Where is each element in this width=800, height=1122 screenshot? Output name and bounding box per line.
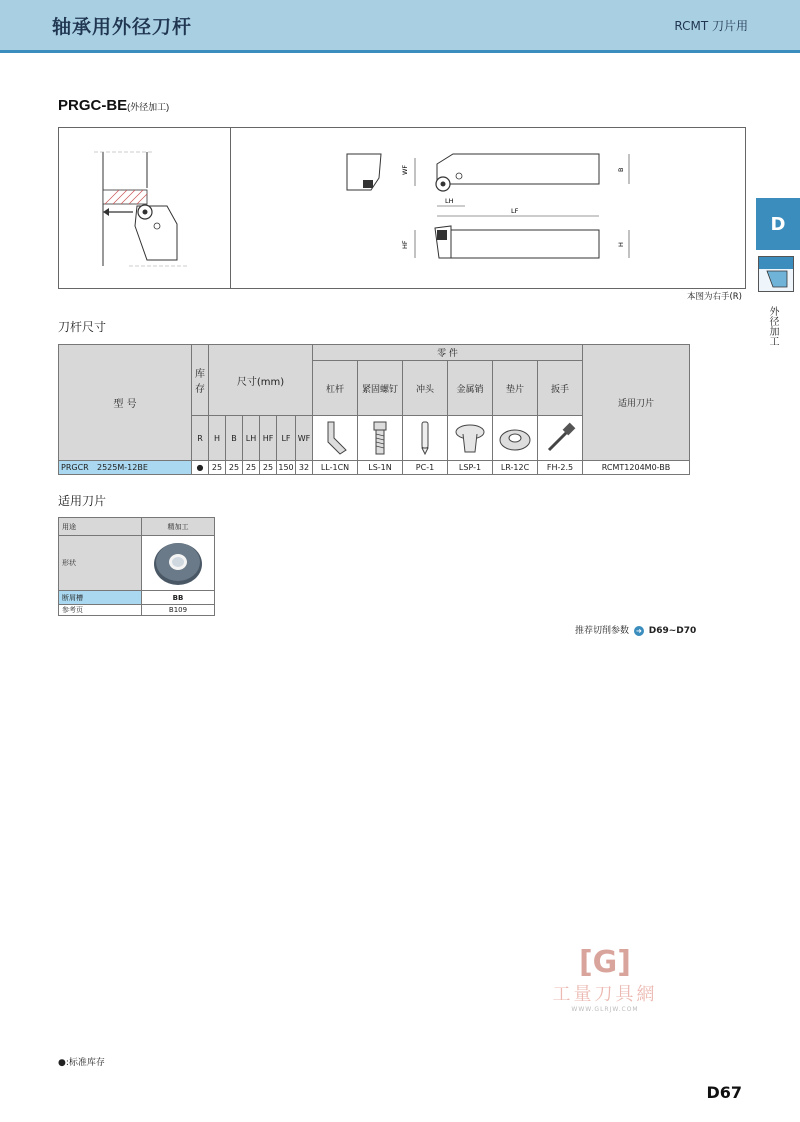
part-name: 紧固螺钉 — [358, 361, 403, 416]
svg-text:LF: LF — [511, 207, 519, 215]
handedness-note: 本图为右手(R) — [686, 292, 742, 302]
workpiece-drawing — [59, 128, 230, 288]
holder-spec-table — [58, 344, 690, 475]
part-name: 垫片 — [493, 361, 538, 416]
dim-col-header: R — [192, 416, 209, 461]
dim-col-header: LF — [277, 416, 296, 461]
insert-code: RCMT1204M0-BB — [583, 461, 690, 475]
page-title: 轴承用外径刀杆 — [52, 16, 193, 38]
section-tab-d[interactable]: D — [756, 198, 800, 250]
part-code: FH-2.5 — [538, 461, 583, 475]
part-name: 扳手 — [538, 361, 583, 416]
wrench-icon — [538, 416, 583, 461]
dim-value: 25 — [243, 461, 260, 475]
model-header: 型 号 — [59, 345, 192, 461]
header-divider — [0, 50, 800, 53]
dim-col-header: H — [209, 416, 226, 461]
arrow-right-icon: ➜ — [634, 626, 644, 636]
holder-table-title: 刀杆尺寸 — [58, 320, 107, 334]
stock-header: 库存 — [192, 345, 209, 416]
chipbreaker-value: BB — [142, 591, 215, 605]
product-code: PRGC-BE — [58, 97, 128, 114]
dim-col-header: B — [226, 416, 243, 461]
dims-header: 尺寸(mm) — [209, 345, 313, 416]
lever-icon — [313, 416, 358, 461]
dim-value: 25 — [226, 461, 243, 475]
holder-drawing — [231, 128, 745, 288]
dim-value: 150 — [277, 461, 296, 475]
part-code: LSP-1 — [448, 461, 493, 475]
watermark-text: 工量刀具網 — [552, 984, 658, 1005]
ref-page-value: B109 — [142, 605, 215, 616]
ref-page-label: 参考页 — [59, 605, 142, 616]
cutting-params-link[interactable] — [575, 623, 696, 636]
dim-value: 25 — [209, 461, 226, 475]
model-suffix: 2525M-12BE — [97, 461, 192, 475]
use-label: 用途 — [59, 518, 142, 536]
shim-icon — [493, 416, 538, 461]
footnote-text: :标准库存 — [65, 1058, 105, 1068]
insert-image — [142, 536, 215, 591]
dim-col-header: HF — [260, 416, 277, 461]
tool-diagram — [58, 127, 746, 289]
footnote — [58, 1055, 105, 1068]
insert-table-title: 适用刀片 — [58, 494, 107, 508]
svg-text:LH: LH — [445, 197, 454, 205]
use-value: 精加工 — [142, 518, 215, 536]
page-header — [0, 0, 800, 50]
section-label: 外径加工 — [767, 306, 778, 346]
page-number: D67 — [706, 1083, 742, 1102]
part-code: LL-1CN — [313, 461, 358, 475]
insert-header: 适用刀片 — [583, 345, 690, 461]
external-turning-icon — [758, 256, 794, 292]
svg-text:H: H — [617, 242, 625, 247]
dim-value: 25 — [260, 461, 277, 475]
stock-mark: ● — [192, 461, 209, 475]
chipbreaker-label: 断屑槽 — [59, 591, 142, 605]
svg-text:B: B — [617, 167, 625, 172]
pin-punch-icon — [403, 416, 448, 461]
cutting-params-range: D69~D70 — [648, 626, 697, 636]
dim-value: 32 — [296, 461, 313, 475]
watermark — [540, 945, 670, 1013]
part-code: LR-12C — [493, 461, 538, 475]
metal-pin-icon — [448, 416, 493, 461]
part-code: LS-1N — [358, 461, 403, 475]
part-name: 杠杆 — [313, 361, 358, 416]
dim-col-header: WF — [296, 416, 313, 461]
stock-dot-icon: ● — [58, 1058, 66, 1068]
dim-col-header: LH — [243, 416, 260, 461]
model-prefix: PRGCR — [59, 461, 98, 475]
watermark-logo-icon: [G] — [578, 945, 632, 980]
parts-header: 零 件 — [313, 345, 583, 361]
part-name: 金属销 — [448, 361, 493, 416]
svg-text:HF: HF — [401, 240, 409, 249]
product-title — [58, 97, 169, 114]
svg-text:WF: WF — [401, 164, 409, 175]
cutting-params-label: 推荐切削参数 — [575, 626, 630, 636]
product-desc: (外径加工) — [127, 102, 170, 112]
part-name: 冲头 — [403, 361, 448, 416]
page-subtitle: RCMT 刀片用 — [674, 19, 748, 33]
watermark-url: WWW.GLRJW.COM — [571, 1006, 639, 1013]
insert-table — [58, 517, 215, 616]
clamp-screw-icon — [358, 416, 403, 461]
shape-label: 形状 — [59, 536, 142, 591]
part-code: PC-1 — [403, 461, 448, 475]
